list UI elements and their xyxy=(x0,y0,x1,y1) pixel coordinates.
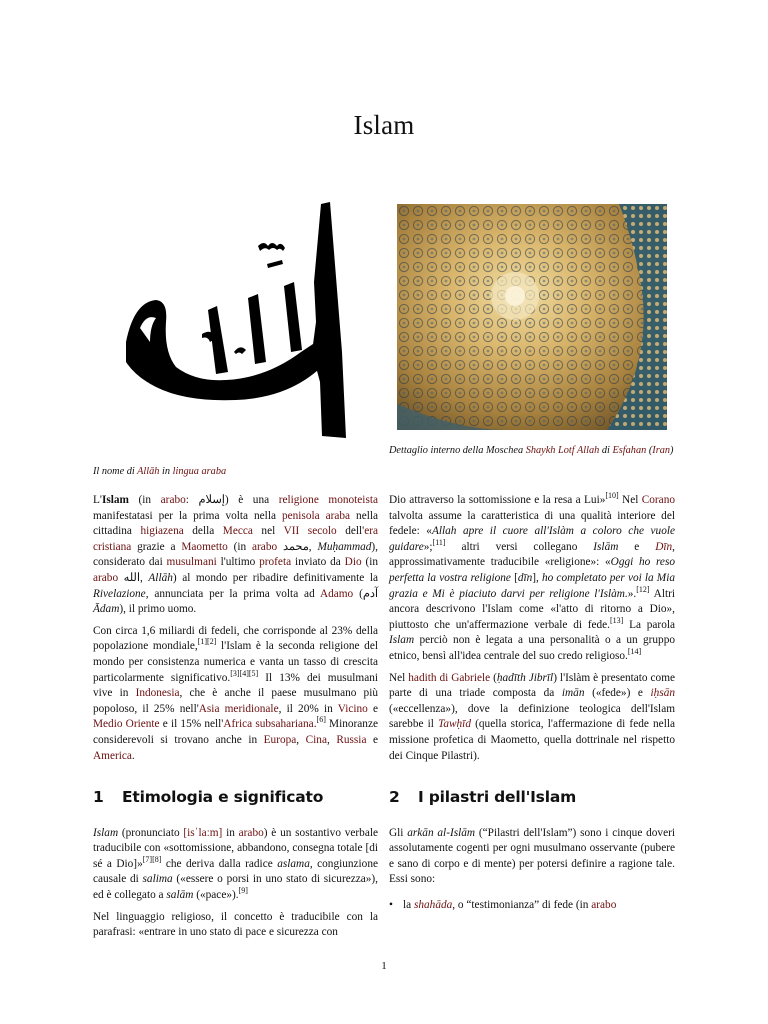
right-column xyxy=(389,493,675,914)
link-mecca[interactable]: Mecca xyxy=(222,525,253,538)
link-vicino[interactable]: Vicino xyxy=(337,702,368,715)
link-religione-monoteista[interactable]: religione monoteista xyxy=(278,494,378,506)
figure-caption-left: Il nome di Allāh in lingua araba xyxy=(93,466,227,477)
link-higiazena[interactable]: higiazena xyxy=(140,525,184,538)
link-africa-subsahariana[interactable]: Africa subsahariana xyxy=(223,718,314,731)
citation-3-4-5[interactable]: [3][4][5] xyxy=(230,668,259,678)
paragraph-religious-meaning: Nel linguaggio religioso, il concetto è traducibile con la parafrasi: «entrare in uno stato di pace e sicurezza con xyxy=(93,910,378,939)
citation-13[interactable]: [13] xyxy=(610,615,624,625)
link-esfahan[interactable]: Esfahan xyxy=(612,445,647,456)
link-shaykh-lotf-allah[interactable]: Shaykh Lotf Allah xyxy=(525,445,600,456)
citation-14[interactable]: [14] xyxy=(627,647,642,657)
link-arabo-3[interactable]: arabo xyxy=(93,571,119,584)
section-heading-etimologia: 1 Etimologia e significato xyxy=(93,788,324,807)
link-dio[interactable]: Dio xyxy=(344,556,362,569)
citation-12[interactable]: [12] xyxy=(636,584,650,594)
citation-11[interactable]: [11] xyxy=(432,538,446,548)
paragraph-intro: L'Islam (in arabo: إسلام) è una religione monoteista manifestatasi per la prima volta nella penisola araba nella cittadina higiazena della Mecca nel VII secolo dell'era cristiana grazie a Maometto (in arabo محمد, Muḥammad), considerato dai musulmani l'ultimo profeta inviato da Dio (in arabo الله, Allāh) al mondo per ribadire definitivamente la Rivelazione, annunciata per la prima volta ad Adamo (آدم Ādam), il primo uomo. xyxy=(93,494,379,616)
link-lingua-araba[interactable]: lingua araba xyxy=(172,466,227,477)
paragraph-hadith: Nel hadith di Gabriele (ḥadīth Jibrīl) l'Islàm è presentato come parte di una triade composta da imān («fede») e iḥsān («eccellenza»), dove la definizione teologica dell'Islam sarebbe il Tawḥīd (quella storica, l'affermazione di fede nella missione profetica di Maometto, quella dottrinale nel rispetto dei Cinque Pilastri). xyxy=(389,671,676,762)
link-arabo-2[interactable]: arabo xyxy=(252,540,278,553)
link-medio-oriente[interactable]: Medio Oriente xyxy=(93,718,160,731)
link-din[interactable]: Dīn xyxy=(655,540,673,553)
paragraph-pilastri: Gli arkān al-Islām (“Pilastri dell'Islam”) sono i cinque doveri assolutamente cogenti per ogni musulmano osservante (pubere e sano di corpo e di mente) per potersi definire a ragione tale. Essi sono: xyxy=(389,826,675,886)
link-maometto[interactable]: Maometto xyxy=(181,540,228,553)
link-arabo[interactable]: arabo xyxy=(160,494,186,506)
link-vii-secolo[interactable]: VII secolo xyxy=(283,525,337,538)
link-profeta[interactable]: profeta xyxy=(259,556,292,569)
citation-1-2[interactable]: [1][2] xyxy=(197,637,217,647)
citation-10[interactable]: [10] xyxy=(605,491,619,501)
mosque-dome-image xyxy=(397,204,667,430)
link-arabo-5[interactable]: arabo xyxy=(591,899,617,912)
list-item: • la shahāda, o “testimonianza” di fede (in arabo xyxy=(403,898,675,914)
link-adamo[interactable]: Adamo xyxy=(319,587,354,600)
link-europa[interactable]: Europa xyxy=(263,733,297,746)
citation-9[interactable]: [9] xyxy=(238,886,248,896)
paragraph-corano: Dio attraverso la sottomissione e la resa a Lui»[10] Nel Corano talvolta assume la caratteristica di una qualità interiore del fedele: «Allah apre il cuore all'Islàm a coloro che vuole guidare»;[11] altri versi collegano Islām e Dīn, approssimativamente traducibile «religione»: «Oggi ho reso perfetta la vostra religione [dīn], ho completato per voi la Mia grazia e Mi è piaciuto darvi per religione l'Islàm.».[12] Altri ancora descrivono l'Islam come «l'atto di ritorno a Dio», piuttosto che un'affermazione verbale di fede.[13] La parola Islam perciò non è legata a una personalità o a un gruppo etnico, bensì all'idea centrale del suo credo religioso.[14] xyxy=(389,491,676,662)
figure-caption-right: Dettaglio interno della Moschea Shaykh Lotf Allah di Esfahan (Iran) xyxy=(389,445,674,456)
link-hadith-di-gabriele[interactable]: hadith di Gabriele xyxy=(408,671,491,684)
allah-calligraphy-image xyxy=(116,202,360,440)
link-allah[interactable]: Allāh xyxy=(137,466,160,477)
link-asia-meridionale[interactable]: Asia meridionale xyxy=(198,702,279,715)
link-tawhid[interactable]: Tawḥīd xyxy=(438,718,471,731)
link-era-cristiana[interactable]: era cristiana xyxy=(93,525,378,553)
link-shahada[interactable]: shahāda xyxy=(413,899,453,912)
link-russia[interactable]: Russia xyxy=(336,733,367,746)
link-ihsan[interactable]: iḥsān xyxy=(650,687,676,700)
link-america[interactable]: America xyxy=(93,749,132,762)
link-cina[interactable]: Cina xyxy=(305,733,327,746)
page-title: Islam xyxy=(353,110,415,140)
page-number: 1 xyxy=(381,960,387,972)
citation-7-8[interactable]: [7][8] xyxy=(142,855,162,865)
link-musulmani[interactable]: musulmani xyxy=(166,556,217,569)
link-pronunciation[interactable]: [isˈlaːm] xyxy=(183,826,223,839)
paragraph-population: Con circa 1,6 miliardi di fedeli, che corrisponde al 23% della popolazione mondiale,[1][2] l'Islam è la seconda religione del mondo per consistenza numerica e vanta un tasso di crescita particolarmente significativo.[3][4][5] Il 13% dei musulmani vive in Indonesia, che è anche il paese musulmano più popoloso, il 25% nell'Asia meridionale, il 20% in Vicino e Medio Oriente e il 15% nell'Africa subsahariana.[6] Minoranze considerevoli si trovano anche in Europa, Cina, Russia e America. xyxy=(93,624,379,762)
pillars-list xyxy=(389,898,675,914)
citation-6[interactable]: [6] xyxy=(316,715,326,725)
link-corano[interactable]: Corano xyxy=(641,494,675,506)
link-iran[interactable]: Iran xyxy=(652,445,670,456)
left-column xyxy=(93,493,378,947)
link-indonesia[interactable]: Indonesia xyxy=(135,687,180,700)
section-heading-pilastri: 2 I pilastri dell'Islam xyxy=(389,788,577,807)
link-arabo-4[interactable]: arabo xyxy=(238,826,264,839)
paragraph-etymology: Islam (pronunciato [isˈlaːm] in arabo) è un sostantivo verbale traducibile con «sottomissione, abbandono, consegna totale [di sé a Dio]»[7][8] che deriva dalla radice aslama, congiunzione causale di salima («essere o porsi in uno stato di sicurezza»), ed è collegato a salām («pace»).[9] xyxy=(93,826,378,902)
link-penisola-araba[interactable]: penisola araba xyxy=(281,509,351,522)
